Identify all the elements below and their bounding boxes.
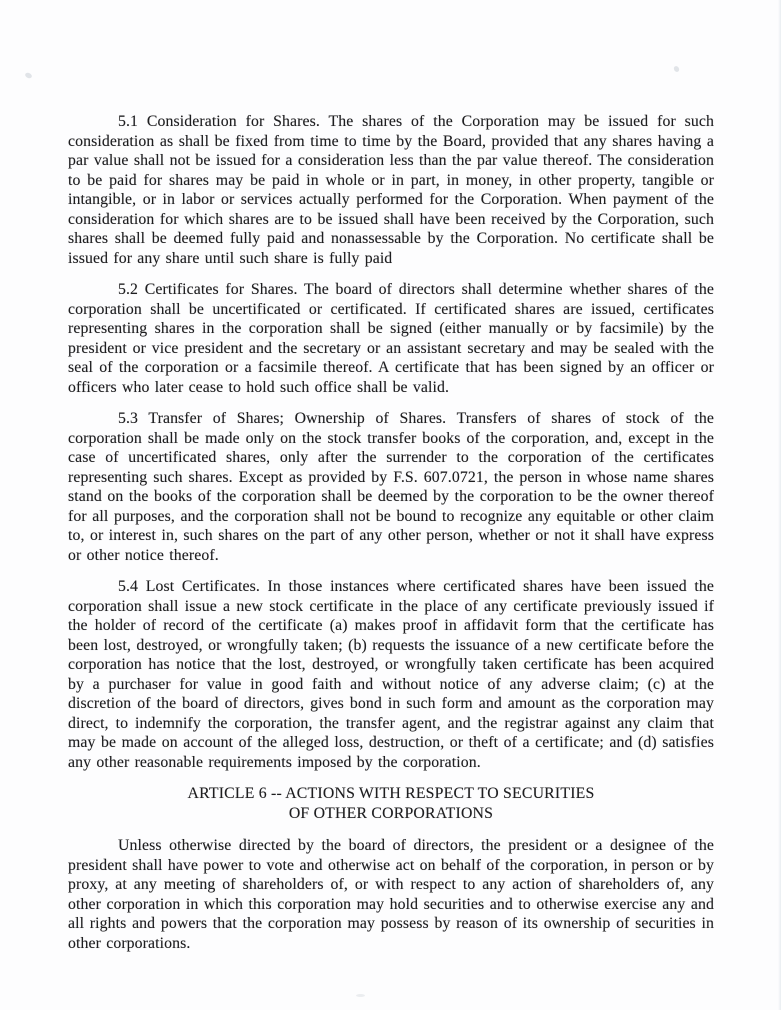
paragraph-5-3-transfer-of-shares: 5.3 Transfer of Shares; Ownership of Shares. Transfers of shares of stock of the corporation shall be made only on the stock transfer books of the corporation, and, except in the case of uncertificated shares, only after the surrender to the corporation of the certificates representing such shares. Except as provided by F.S. 607.0721, the person in whose name shares stand on the books of the corporation shall be deemed by the corporation to be the owner thereof for all purposes, and the corporation shall not be bound to recognize any equitable or other claim to, or interest in, such shares on the part of any other person, whether or not it shall have express or other notice thereof.: [68, 410, 714, 564]
article-6-heading: [68, 784, 714, 824]
article-6-heading-line-1: ARTICLE 6 -- ACTIONS WITH RESPECT TO SECURITIES: [187, 785, 595, 802]
article-6-heading-line-2: OF OTHER CORPORATIONS: [288, 805, 494, 822]
paragraph-5-1-consideration-for-shares: 5.1 Consideration for Shares. The shares of the Corporation may be issued for such consideration as shall be fixed from time to time by the Board, provided that any shares having a par value shall not be issued for a consideration less than the par value thereof. The consideration to be paid for shares may be paid in whole or in part, in money, in other property, tangible or intangible, or in labor or services actually performed for the Corporation. When payment of the consideration for which shares are to be issued shall have been received by the Corporation, such shares shall be deemed fully paid and nonassessable by the Corporation. No certificate shall be issued for any share until such share is fully paid: [68, 113, 714, 267]
paragraph-5-4-lost-certificates: 5.4 Lost Certificates. In those instances where certificated shares have been issued the corporation shall issue a new stock certificate in the place of any certificate previously issued if the holder of record of the certificate (a) makes proof in affidavit form that the certificate has been lost, destroyed, or wrongfully taken; (b) requests the issuance of a new certificate before the corporation has notice that the lost, destroyed, or wrongfully taken certificate has been acquired by a purchaser for value in good faith and without notice of any adverse claim; (c) at the discretion of the board of directors, gives bond in such form and amount as the corporation may direct, to indemnify the corporation, the transfer agent, and the registrar against any claim that may be made on account of the alleged loss, destruction, or theft of a certificate; and (d) satisfies any other reasonable requirements imposed by the corporation.: [68, 578, 714, 771]
scan-speck-artifact: [356, 994, 365, 997]
page-content: [68, 112, 714, 965]
scan-speck-artifact: [673, 65, 680, 73]
paragraph-article-6-body: Unless otherwise directed by the board of directors, the president or a designee of the president shall have power to vote and otherwise act on behalf of the corporation, in person or by proxy, at any meeting of shareholders of, or with respect to any action of shareholders of, any other corporation in which this corporation may hold securities and to otherwise exercise any and all rights and powers that the corporation may possess by reason of its ownership of securities in other corporations.: [68, 837, 714, 952]
scan-speck-artifact: [24, 72, 32, 79]
paragraph-5-2-certificates-for-shares: 5.2 Certificates for Shares. The board of directors shall determine whether shares of the corporation shall be uncertificated or certificated. If certificated shares are issued, certificates representing shares in the corporation shall be signed (either manually or by facsimile) by the president or vice president and the secretary or an assistant secretary and may be sealed with the seal of the corporation or a facsimile thereof. A certificate that has been signed by an officer or officers who later cease to hold such office shall be valid.: [68, 281, 714, 396]
